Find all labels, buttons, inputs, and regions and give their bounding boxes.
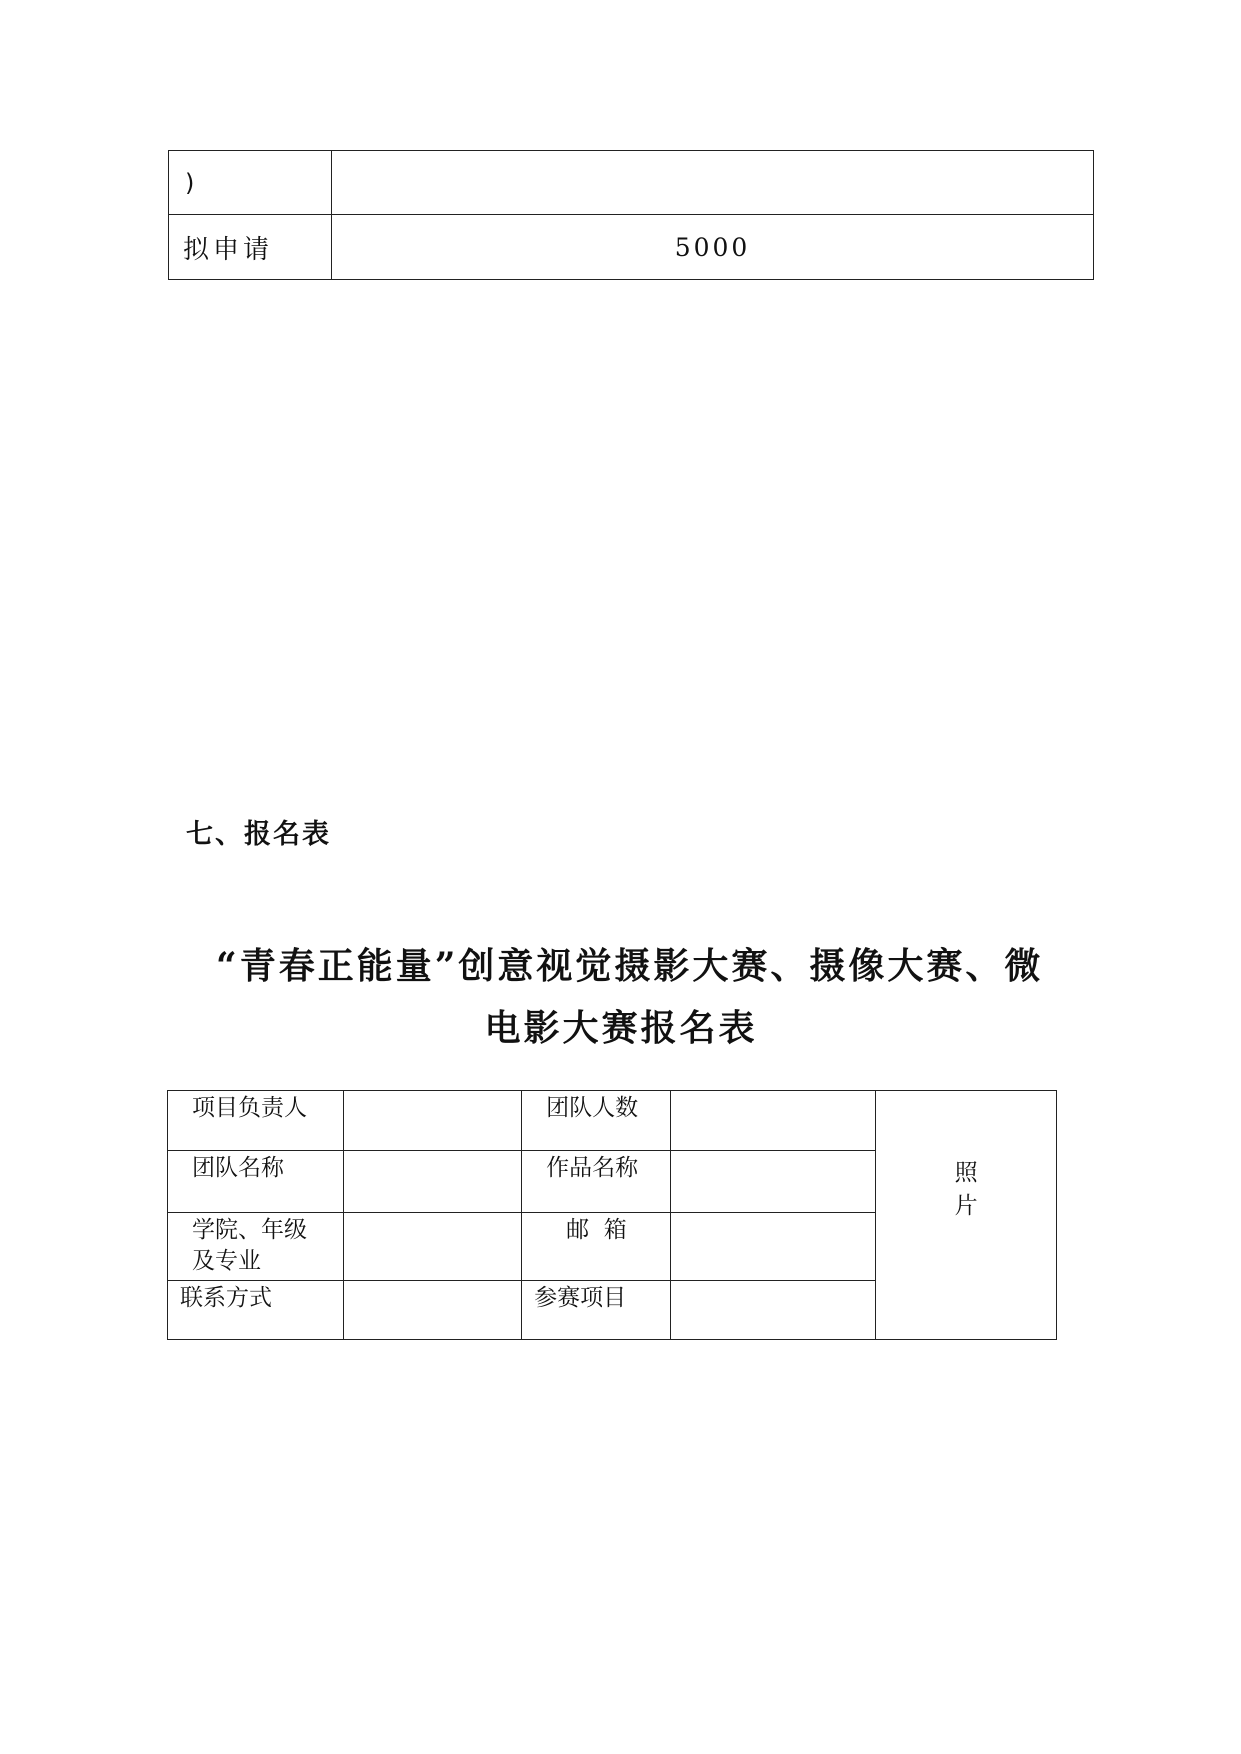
- form-title: [168, 935, 1074, 1059]
- team-name-field[interactable]: [343, 1151, 522, 1213]
- work-name-label: 作品名称: [522, 1151, 671, 1213]
- work-name-field[interactable]: [670, 1151, 876, 1213]
- leader-label: 项目负责人: [168, 1091, 344, 1151]
- team-size-field[interactable]: [670, 1091, 876, 1151]
- proposed-application-label: 拟申请: [169, 215, 332, 280]
- project-label: 参赛项目: [522, 1281, 671, 1340]
- team-size-label: 团队人数: [522, 1091, 671, 1151]
- budget-table: [168, 150, 1094, 280]
- table-row: [168, 1091, 1057, 1151]
- college-label-line-2: 及专业: [192, 1248, 261, 1274]
- contact-field[interactable]: [343, 1281, 522, 1340]
- budget-value-cell: [332, 151, 1094, 215]
- proposed-amount: 5000: [332, 215, 1094, 280]
- table-row: [169, 151, 1094, 215]
- photo-box[interactable]: [876, 1091, 1057, 1340]
- form-title-line-1: “青春正能量”创意视觉摄影大赛、摄像大赛、微: [216, 945, 1044, 987]
- project-field[interactable]: [670, 1281, 876, 1340]
- leader-field[interactable]: [343, 1091, 522, 1151]
- email-label: 邮 箱: [522, 1213, 671, 1281]
- email-field[interactable]: [670, 1213, 876, 1281]
- photo-label: 照片: [954, 1160, 978, 1219]
- college-label-line-1: 学院、年级: [192, 1217, 307, 1243]
- form-title-line-2: 电影大赛报名表: [484, 1007, 758, 1049]
- registration-table: [167, 1090, 1057, 1340]
- budget-label-cell: ): [169, 151, 332, 215]
- team-name-label: 团队名称: [168, 1151, 344, 1213]
- college-field[interactable]: [343, 1213, 522, 1281]
- college-label: [168, 1213, 344, 1281]
- contact-label: 联系方式: [168, 1281, 344, 1340]
- section-heading: 七、报名表: [186, 819, 331, 850]
- table-row: [169, 215, 1094, 280]
